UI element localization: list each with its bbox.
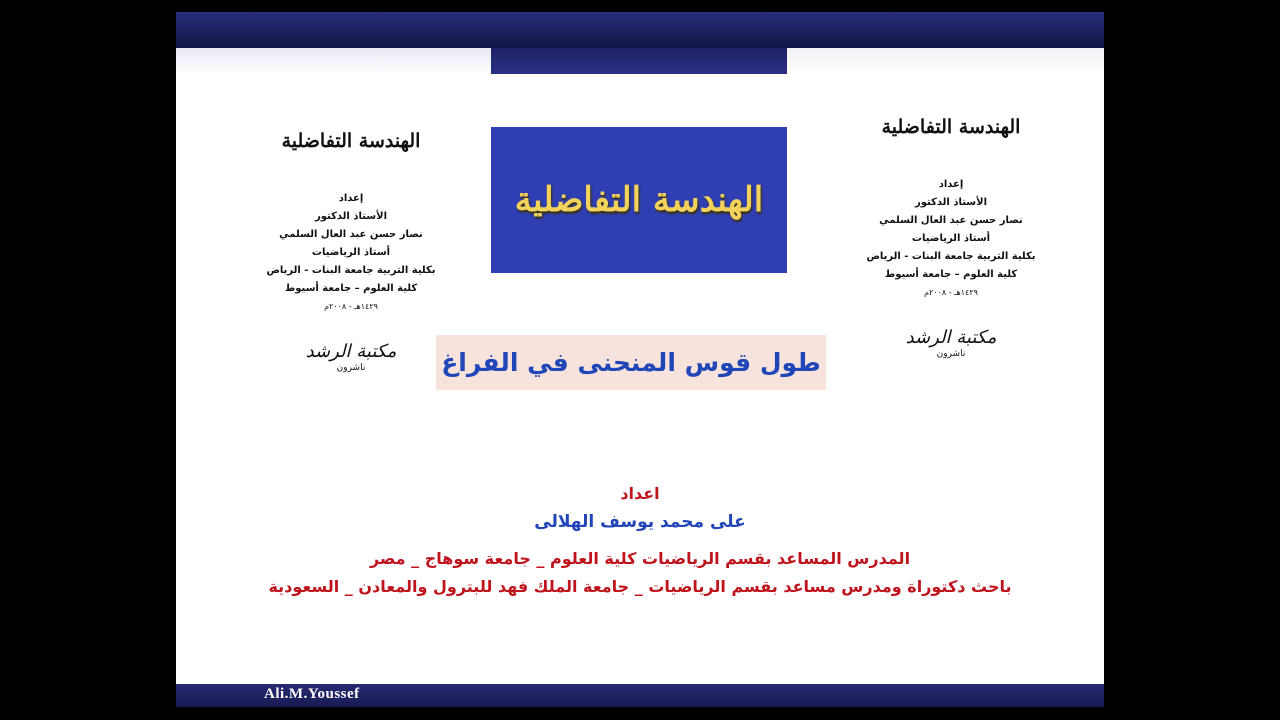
right-book-cover [821,116,1081,360]
lecture-subtitle: طول قوس المنحنى في الفراغ [441,348,821,377]
left-cover-line: كلية العلوم – جامعة أسيوط [284,283,418,294]
center-title: الهندسة التفاضلية [514,180,764,220]
right-publisher-name: مكتبة الرشد [905,327,997,348]
author-affiliation-2: باحث دكتوراة ومدرس مساعد بقسم الرياضيات _ جامعة الملك فهد للبترول والمعادن _ السعودية [268,577,1012,596]
right-cover-line: إعداد [938,179,964,190]
header-step-left [176,48,491,74]
footer-brand: Ali.M.Youssef [264,686,360,702]
right-cover-line: كلية العلوم – جامعة أسيوط [884,269,1018,280]
right-cover-line: بكلية التربية جامعة البنات - الرياض [866,251,1036,262]
right-cover-line: الأستاذ الدكتور [914,197,988,208]
left-publisher-name: مكتبة الرشد [305,341,397,362]
center-title-box [491,127,787,273]
left-cover-line: أستاذ الرياضيات [311,247,391,258]
footer-bar [176,684,1104,707]
left-cover-line: إعداد [338,193,364,204]
slide [176,12,1104,707]
right-cover-line: نصار حسن عبد العال السلمي [879,215,1023,226]
left-cover-line: بكلية التربية جامعة البنات - الرياض [266,265,436,276]
left-publisher-sub: ناشرون [336,363,366,373]
prepared-by-label: اعداد [620,484,660,503]
right-cover-line: أستاذ الرياضيات [911,233,991,244]
right-cover-title: الهندسة التفاضلية [881,116,1021,138]
right-publisher-sub: ناشرون [936,349,966,359]
left-cover-title: الهندسة التفاضلية [281,130,421,152]
header-step-band [176,48,1104,74]
subtitle-box [436,335,826,390]
author-name: على محمد يوسف الهلالى [534,512,746,532]
header-step-right [787,48,1104,74]
top-header-band [176,12,1104,48]
author-affiliation-1: المدرس المساعد بقسم الرياضيات كلية العلوم _ جامعة سوهاج _ مصر [369,549,911,568]
left-cover-year: ١٤٢٩هـ - ٢٠٠٨م [324,302,378,311]
right-publisher-logo [821,328,1081,360]
right-cover-year: ١٤٢٩هـ - ٢٠٠٨م [924,288,978,297]
header-step-middle [491,48,787,74]
left-cover-line: نصار حسن عبد العال السلمي [279,229,423,240]
left-cover-line: الأستاذ الدكتور [314,211,388,222]
